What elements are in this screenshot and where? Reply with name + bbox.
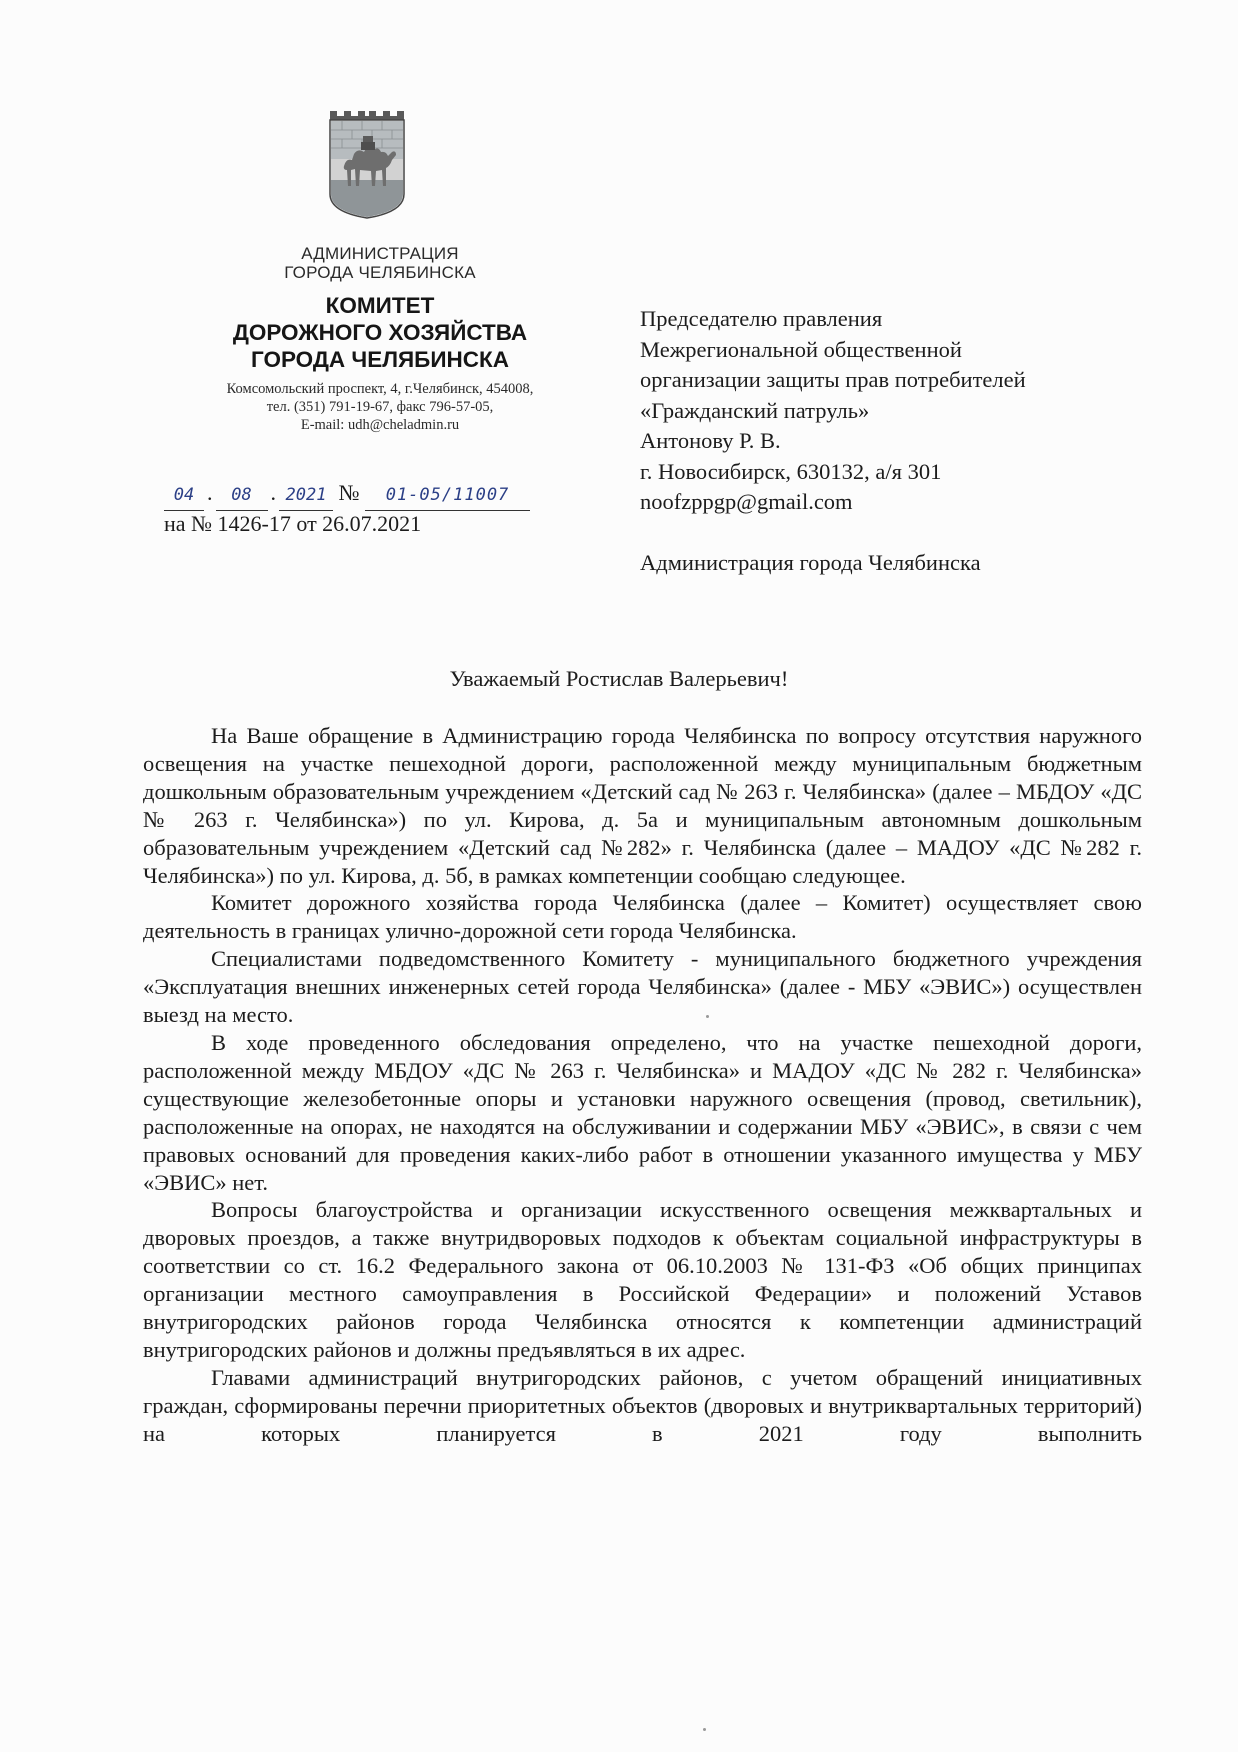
letter-body xyxy=(143,722,1142,1448)
addressee-name: Антонову Р. В. xyxy=(640,428,781,453)
admin-line: ГОРОДА ЧЕЛЯБИНСКА xyxy=(284,263,476,282)
body-paragraph: Специалистами подведомственного Комитету - муниципального бюджетного учреждения «Эксплуатация внешних инженерных сетей города Челябинска» (далее - МБУ «ЭВИС») осуществлен выезд на место. xyxy=(143,946,1142,1028)
address-line: Комсомольский проспект, 4, г.Челябинск, 454008, xyxy=(226,381,534,397)
reg-month: 08 xyxy=(216,480,268,511)
body-paragraph: Комитет дорожного хозяйства города Челябинска (далее – Комитет) осуществляет свою деятельность в границах улично-дорожной сети города Челябинска. xyxy=(143,890,1142,944)
committee-name xyxy=(140,292,620,373)
addressee-line: организации защиты прав потребителей xyxy=(640,367,1026,392)
phone-line: тел. (351) 791-19-67, факс 796-57-05, xyxy=(266,399,494,415)
addressee-email: noofzppgp@gmail.com xyxy=(640,489,853,514)
body-paragraph: Главами администраций внутригородских районов, с учетом обращений инициативных граждан, сформированы перечни приоритетных объектов (дворовых и внутриквартальных территорий) на которых планируется в 2021 году выполнить xyxy=(143,1364,1142,1446)
letterhead xyxy=(140,244,620,434)
scan-speck xyxy=(703,1728,706,1731)
addressee-postal-address: г. Новосибирск, 630132, а/я 301 xyxy=(640,458,942,484)
reply-reference: на № 1426-17 от 26.07.2021 xyxy=(164,511,422,536)
addressee-line: Межрегиональной общественной xyxy=(640,336,962,362)
body-paragraph: Вопросы благоустройства и организации искусственного освещения межквартальных и дворовых проездов, а также внутридворовых подходов к объектам социальной инфраструктуры в соответствии со ст. 16.2 Федерального закона от 06.10.2003 № 131-ФЗ «Об общих принципах организации местного самоуправления в Российской Федерации» и положений Уставов внутригородских районов города Челябинска относятся к компетенции администраций внутригородских районов и должны предъявляться в их адрес. xyxy=(143,1197,1142,1362)
reg-number: 01-05/11007 xyxy=(365,480,530,511)
reg-day: 04 xyxy=(164,480,204,511)
coat-of-arms-icon xyxy=(328,108,406,220)
reg-year: 2021 xyxy=(279,480,333,511)
admin-line: АДМИНИСТРАЦИЯ xyxy=(301,244,459,263)
scan-speck xyxy=(706,1015,709,1018)
addressee-line: Председателю правления xyxy=(640,306,883,331)
copy-recipient: Администрация города Челябинска xyxy=(640,549,981,575)
email-line: E-mail: udh@cheladmin.ru xyxy=(300,417,460,433)
sender-address xyxy=(140,380,620,434)
body-paragraph: На Ваше обращение в Администрацию города Челябинска по вопросу отсутствия наружного освещения на участке пешеходной дороги, расположенной между муниципальным бюджетным дошкольным образовательным учреждением «Детский сад № 263 г. Челябинска» (далее – МБДОУ «ДС № 263 г. Челябинска») по ул. Кирова, д. 5а и муниципальным автономным дошкольным образовательным учреждением «Детский сад №282» г. Челябинска (далее – МАДОУ «ДС №282 г. Челябинска») по ул. Кирова, д. 5б, в рамках компетенции сообщаю следующее. xyxy=(143,723,1142,888)
addressee-block xyxy=(640,304,1180,578)
administration-name xyxy=(140,244,620,282)
committee-line: КОМИТЕТ xyxy=(325,293,435,318)
body-paragraph: В ходе проведенного обследования определено, что на участке пешеходной дороги, расположенной между МБДОУ «ДС № 263 г. Челябинска» и МАДОУ «ДС № 282 г. Челябинска» существующие железобетонные опоры и установки наружного освещения (провод, светильник), расположенные на опорах, не находятся на обслуживании и содержании МБУ «ЭВИС», в связи с чем правовых оснований для проведения каких-либо работ в отношении указанного имущества у МБУ «ЭВИС» нет. xyxy=(143,1029,1142,1195)
number-sign: № xyxy=(338,480,360,505)
committee-line: ДОРОЖНОГО ХОЗЯЙСТВА xyxy=(232,320,528,345)
committee-line: ГОРОДА ЧЕЛЯБИНСКА xyxy=(250,347,509,372)
greeting: Уважаемый Ростислав Валерьевич! xyxy=(449,666,789,691)
registration-block: 04 . 08 . 2021 № 01-05/11007 на № 1426-17 от 26.07.2021 xyxy=(164,478,530,539)
addressee-line: «Гражданский патруль» xyxy=(640,397,870,423)
